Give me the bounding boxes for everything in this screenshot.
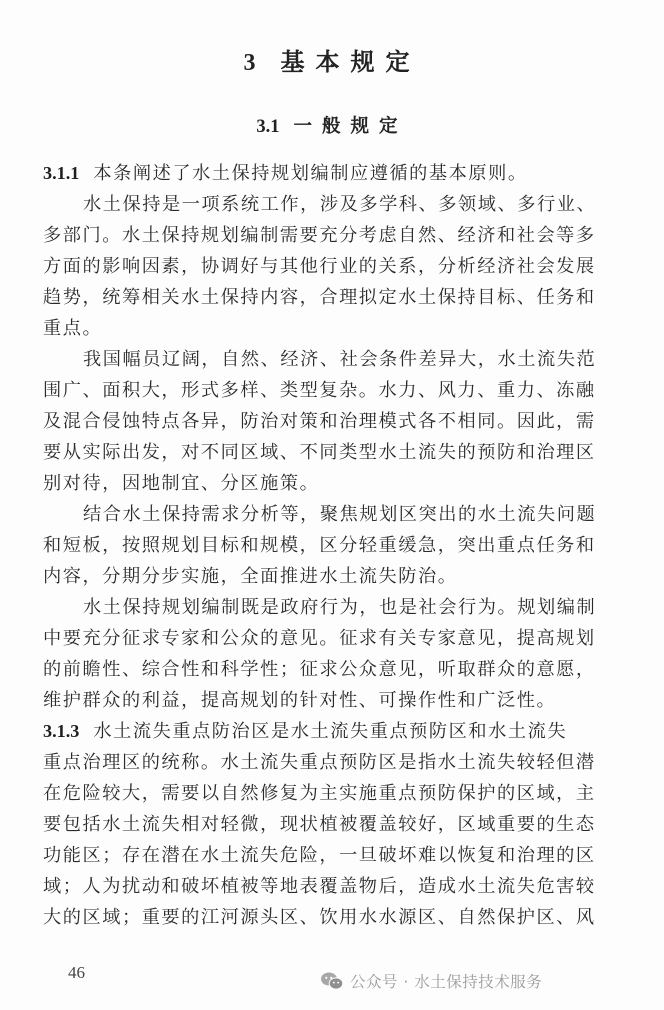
text-line — [43, 468, 643, 499]
text-line — [43, 809, 643, 840]
line-text: 结合水土保持需求分析等，聚焦规划区突出的水土流失问题 — [83, 504, 597, 525]
line-text: 围广、面积大，形式多样、类型复杂。水力、风力、重力、冻融 — [43, 380, 596, 401]
line-text: 重点。 — [43, 318, 103, 339]
text-line — [43, 282, 643, 313]
clause-number: 3.1.3 — [43, 721, 80, 741]
line-text: 水土保持规划编制既是政府行为，也是社会行为。规划编制 — [83, 597, 597, 618]
line-text: 趋势，统筹相关水土保持内容，合理拟定水土保持目标、任务和 — [43, 287, 596, 308]
watermark — [320, 970, 542, 992]
line-text: 多部门。水土保持规划编制需要充分考虑自然、经济和社会等多 — [43, 225, 596, 246]
chapter-title-text: 基本规定 — [280, 48, 421, 76]
line-text: 功能区；存在潜在水土流失危险，一旦破坏难以恢复和治理的区 — [43, 845, 596, 866]
text-line — [43, 189, 643, 220]
page-number: 46 — [68, 963, 85, 982]
line-text: 别对待，因地制宜、分区施策。 — [43, 473, 320, 494]
text-line — [43, 840, 643, 871]
text-line — [43, 654, 643, 685]
line-text: 我国幅员辽阔，自然、经济、社会条件差异大，水土流失范 — [83, 349, 597, 370]
line-text: 中要充分征求专家和公众的意见。征求有关专家意见，提高规划 — [43, 628, 596, 649]
text-line — [43, 251, 643, 282]
section-title — [0, 112, 664, 138]
line-text: 要包括水土流失相对轻微，现状植被覆盖较好，区域重要的生态 — [43, 814, 596, 835]
text-line — [43, 375, 643, 406]
text-line — [43, 499, 643, 530]
text-line — [43, 344, 643, 375]
chapter-title — [0, 42, 664, 77]
text-line — [43, 623, 643, 654]
text-line — [43, 406, 643, 437]
line-text: 的前瞻性、综合性和科学性；征求公众意见，听取群众的意愿， — [43, 659, 596, 680]
line-text: 在危险较大，需要以自然修复为主实施重点预防保护的区域，主 — [43, 783, 596, 804]
text-line — [43, 561, 643, 592]
line-text: 本条阐述了水土保持规划编制应遵循的基本原则。 — [93, 163, 528, 184]
text-line — [43, 592, 643, 623]
line-text: 水土流失重点防治区是水土流失重点预防区和水土流失 — [93, 721, 568, 742]
text-line — [43, 437, 643, 468]
text-line — [43, 685, 643, 716]
line-text: 方面的影响因素，协调好与其他行业的关系，分析经济社会发展 — [43, 256, 596, 277]
line-text: 及混合侵蚀特点各异，防治对策和治理模式各不相同。因此，需 — [43, 411, 596, 432]
line-text: 维护群众的利益，提高规划的针对性、可操作性和广泛性。 — [43, 690, 557, 711]
text-line — [43, 778, 643, 809]
line-text: 和短板，按照规划目标和规模，区分轻重缓急，突出重点任务和 — [43, 535, 596, 556]
chapter-number: 3 — [243, 50, 267, 76]
line-text: 大的区域；重要的江河源头区、饮用水水源区、自然保护区、风 — [43, 907, 596, 928]
wechat-icon — [320, 971, 344, 991]
text-line — [43, 747, 643, 778]
text-line — [43, 158, 643, 189]
line-text: 要从实际出发，对不同区域、不同类型水土流失的预防和治理区 — [43, 442, 596, 463]
watermark-text: 公众号 · 水土保持技术服务 — [350, 973, 543, 991]
text-line — [43, 313, 643, 344]
line-text: 水土保持是一项系统工作，涉及多学科、多领域、多行业、 — [83, 194, 597, 215]
section-number: 3.1 — [256, 117, 280, 137]
line-text: 域；人为扰动和破坏植被等地表覆盖物后，造成水土流失危害较 — [43, 876, 596, 897]
section-title-text: 一般规定 — [293, 116, 408, 137]
text-line — [43, 871, 643, 902]
line-text: 内容，分期分步实施，全面推进水土流失防治。 — [43, 566, 458, 587]
body-text — [43, 158, 643, 933]
text-line — [43, 530, 643, 561]
line-text: 重点治理区的统称。水土流失重点预防区是指水土流失较轻但潜 — [43, 752, 596, 773]
text-line — [43, 902, 643, 933]
text-line — [43, 220, 643, 251]
text-line — [43, 716, 643, 747]
clause-number: 3.1.1 — [43, 163, 80, 183]
